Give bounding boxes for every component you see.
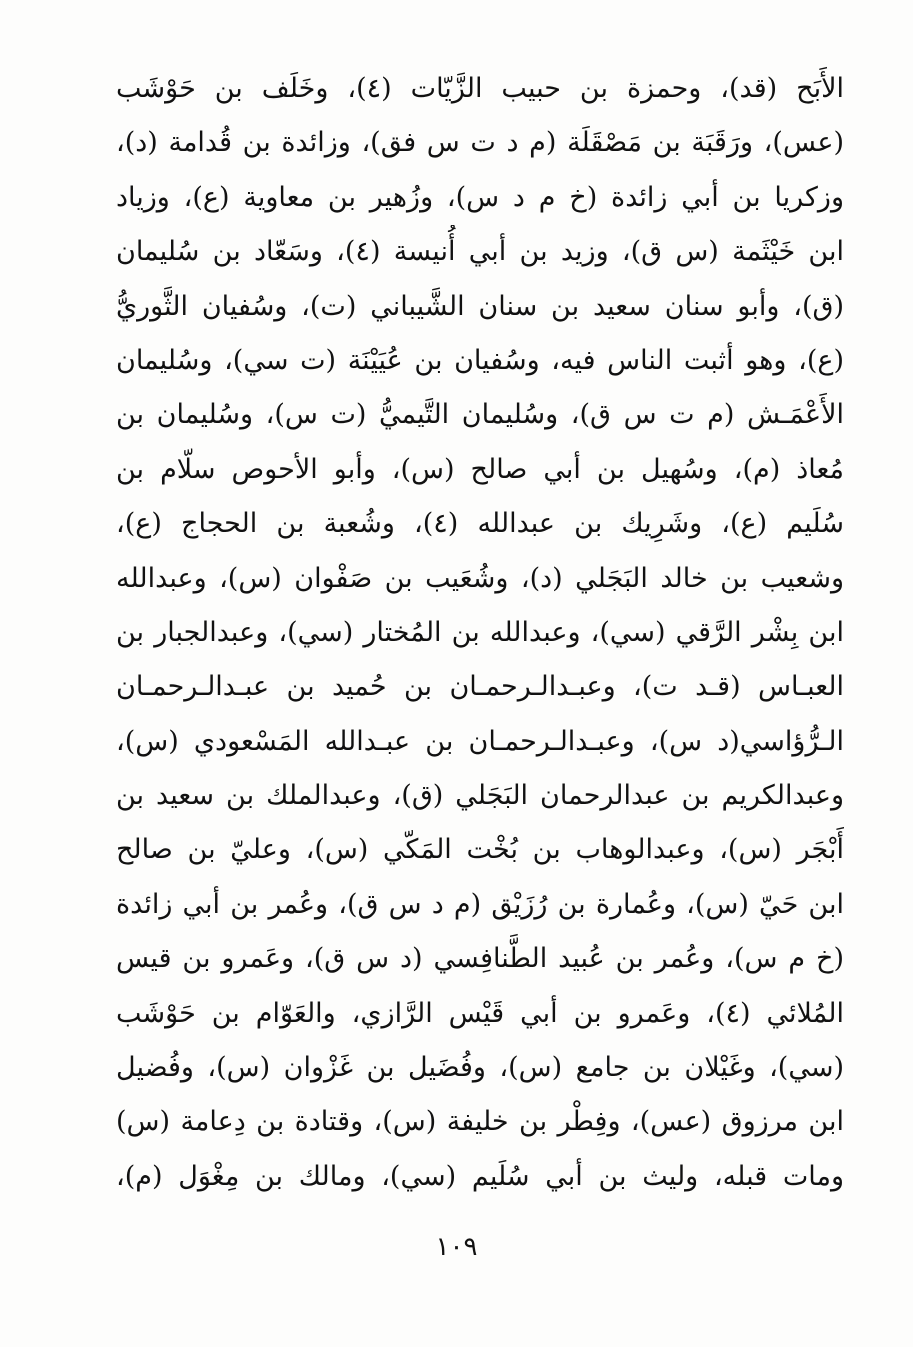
text-line-21: ومات قبله، وليث بن أبي سُلَيم (سي)، ومالك بن مِغْوَل (م)،: [116, 1160, 844, 1192]
text-line-20: ابن مرزوق (عس)، وفِطْر بن خليفة (س)، وقتادة بن دِعامة (س): [116, 1106, 844, 1138]
page-body-text: [116, 62, 844, 1204]
text-line-2: (عس)، ورَقَبَة بن مَصْقَلَة (م د ت س فق)، وزائدة بن قُدامة (د)،: [116, 127, 844, 159]
text-line-9: سُلَيم (ع)، وشَرِيك بن عبدالله (٤)، وشُعبة بن الحجاج (ع)،: [116, 508, 844, 540]
text-line-5: (ق)، وأبو سنان سعيد بن سنان الشَّيباني (ت)، وسُفيان الثَّوريُّ: [116, 290, 844, 322]
text-line-12: العبـاس (قـد ت)، وعبـدالـرحمـان بن حُميد بن عبـدالـرحمـان: [116, 671, 844, 703]
text-line-19: (سي)، وغَيْلان بن جامع (س)، وفُضَيل بن غَزْوان (س)، وفُضيل: [116, 1052, 844, 1084]
text-line-15: أَبْجَر (س)، وعبدالوهاب بن بُخْت المَكّي (س)، وعليّ بن صالح: [116, 834, 844, 866]
text-line-16: ابن حَيّ (س)، وعُمارة بن رُزَيْق (م د س ق)، وعُمر بن أبي زائدة: [116, 888, 844, 920]
text-line-8: مُعاذ (م)، وسُهيل بن أبي صالح (س)، وأبو الأحوص سلّام بن: [116, 453, 844, 485]
text-line-14: وعبدالكريم بن عبدالرحمان البَجَلي (ق)، وعبدالملك بن سعيد بن: [116, 780, 844, 812]
text-line-1: الأَبَح (قد)، وحمزة بن حبيب الزَّيّات (٤)، وخَلَف بن حَوْشَب: [116, 73, 844, 104]
text-line-17: (خ م س)، وعُمر بن عُبيد الطَّنافِسي (د س ق)، وعَمرو بن قيس: [116, 943, 844, 975]
text-line-7: الأَعْمَـش (م ت س ق)، وسُليمان التَّيميُّ (ت س)، وسُليمان بن: [116, 399, 844, 431]
text-line-3: وزكريا بن أبي زائدة (خ م د س)، وزُهير بن معاوية (ع)، وزياد: [116, 181, 844, 213]
text-line-13: الـرُّؤاسي(د س)، وعبـدالـرحمـان بن عبـدالله المَسْعودي (س)،: [116, 725, 844, 757]
text-line-11: ابن بِشْر الرَّقي (سي)، وعبدالله بن المُختار (سي)، وعبدالجبار بن: [116, 616, 844, 648]
text-line-4: ابن خَيْثَمة (س ق)، وزيد بن أبي أُنيسة (٤)، وسَعّاد بن سُليمان: [116, 236, 844, 268]
text-line-10: وشعيب بن خالد البَجَلي (د)، وشُعَيب بن صَفْوان (س)، وعبدالله: [116, 562, 844, 594]
page-number: ١٠٩: [435, 1232, 478, 1262]
text-line-6: (ع)، وهو أثبت الناس فيه، وسُفيان بن عُيَيْنَة (ت سي)، وسُليمان: [116, 344, 844, 376]
text-line-18: المُلائي (٤)، وعَمرو بن أبي قَيْس الرَّازي، والعَوّام بن حَوْشَب: [116, 997, 844, 1029]
